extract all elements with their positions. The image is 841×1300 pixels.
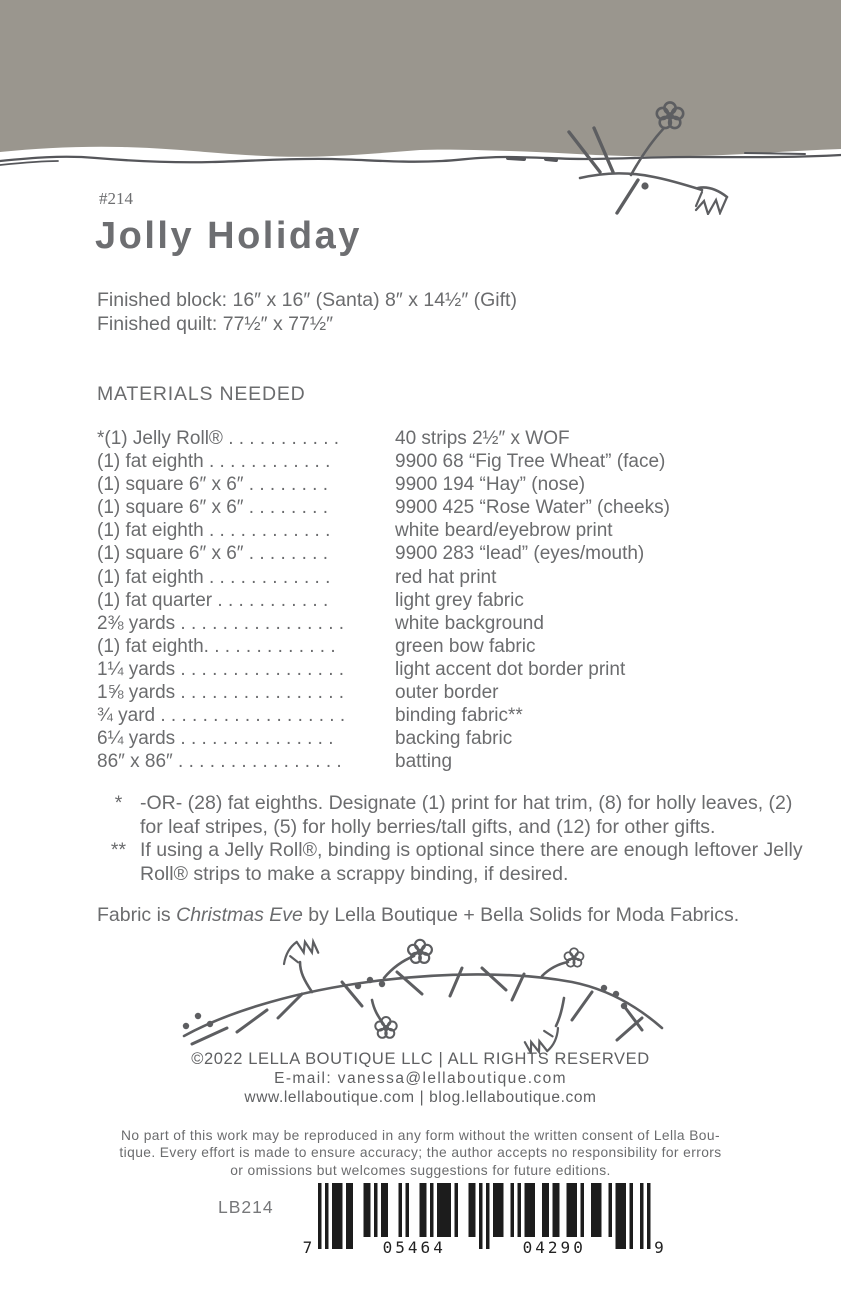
floral-vine-divider-icon [172, 936, 672, 1054]
page-title: Jolly Holiday [95, 215, 362, 257]
materials-row [97, 496, 787, 519]
website-line: www.lellaboutique.com | blog.lellaboutique.com [244, 1089, 597, 1106]
pattern-number: #214 [99, 189, 133, 208]
material-qty: 1⅝ yards . . . . . . . . . . . . . . . . [97, 682, 345, 704]
gray-band-shape [0, 0, 841, 157]
material-desc: 9900 68 “Fig Tree Wheat” (face) [395, 451, 666, 473]
fabric-attribution [97, 904, 739, 927]
material-qty: (1) square 6″ x 6″ . . . . . . . . [97, 474, 328, 496]
svg-text:7: 7 [302, 1238, 316, 1257]
materials-row [97, 450, 787, 473]
materials-row [97, 681, 787, 704]
legal-line: tique. Every effort is made to ensure accuracy; the author accepts no responsibility for errors [119, 1145, 722, 1161]
material-qty: *(1) Jelly Roll® . . . . . . . . . . . [97, 428, 340, 449]
material-qty: (1) fat eighth . . . . . . . . . . . . [97, 520, 331, 542]
material-desc: binding fabric** [395, 705, 523, 727]
materials-row [97, 473, 787, 496]
finished-dimensions [97, 289, 517, 336]
svg-text:05464: 05464 [382, 1238, 446, 1257]
legal-line: or omissions but welcomes suggestions for future editions. [230, 1162, 611, 1178]
material-qty: 86″ x 86″ . . . . . . . . . . . . . . . . [97, 751, 342, 773]
materials-row [97, 727, 787, 750]
material-desc: 9900 194 “Hay” (nose) [395, 474, 586, 496]
material-desc: batting [395, 751, 453, 773]
material-qty: 6¼ yards . . . . . . . . . . . . . . . [97, 728, 334, 750]
footnote-marker: * [114, 792, 123, 814]
material-desc: white background [395, 612, 544, 634]
upc-barcode [300, 1183, 672, 1261]
colophon [0, 1049, 841, 1107]
materials-row [97, 519, 787, 542]
materials-row [97, 612, 787, 635]
material-qty: (1) fat eighth . . . . . . . . . . . . [97, 451, 331, 473]
material-desc: 40 strips 2½″ x WOF [395, 428, 570, 449]
material-qty: 2⅜ yards . . . . . . . . . . . . . . . . [97, 612, 345, 634]
header-band [0, 0, 841, 215]
material-qty: (1) square 6″ x 6″ . . . . . . . . [97, 543, 328, 565]
materials-row [97, 750, 787, 773]
material-desc: backing fabric [395, 728, 513, 750]
fabric-note-suffix: by Lella Boutique + Bella Solids for Moda Fabrics. [302, 904, 740, 926]
materials-row [97, 635, 787, 658]
footnote-marker: ** [110, 839, 127, 862]
materials-heading: MATERIALS NEEDED [97, 383, 306, 405]
copyright-line: ©2022 LELLA BOUTIQUE LLC | ALL RIGHTS RESERVED [191, 1050, 650, 1068]
finished-block-line: Finished block: 16″ x 16″ (Santa) 8″ x 14½″ (Gift) [97, 289, 517, 311]
material-desc: 9900 425 “Rose Water” (cheeks) [395, 497, 670, 519]
material-desc: white beard/eyebrow print [395, 520, 613, 542]
legal-disclaimer [0, 1127, 841, 1179]
material-qty: (1) square 6″ x 6″ . . . . . . . . [97, 497, 328, 519]
material-qty: (1) fat quarter . . . . . . . . . . . [97, 589, 329, 611]
material-desc: green bow fabric [395, 635, 536, 657]
material-qty: (1) fat eighth. . . . . . . . . . . . . [97, 635, 336, 657]
materials-row [97, 589, 787, 612]
footnote-single-asterisk [97, 792, 809, 839]
fabric-note-prefix: Fabric is [97, 904, 177, 926]
pattern-code: LB214 [218, 1197, 274, 1217]
footnote-double-asterisk [97, 839, 809, 886]
material-desc: red hat print [395, 566, 497, 588]
material-qty: 1¼ yards . . . . . . . . . . . . . . . . [97, 658, 345, 680]
tulip-bloom-icon [696, 187, 727, 214]
materials-row [97, 566, 787, 589]
legal-line: No part of this work may be reproduced in any form without the written consent of Lella Bou- [121, 1128, 720, 1143]
materials-row [97, 704, 787, 727]
materials-row [97, 542, 787, 565]
material-desc: outer border [395, 682, 499, 704]
footnote-text: If using a Jelly Roll®, binding is optional since there are enough leftover Jelly Roll® strips to make a scrappy binding, if desired. [140, 839, 803, 885]
material-qty: ¾ yard . . . . . . . . . . . . . . . . . . [97, 705, 346, 727]
material-qty: (1) fat eighth . . . . . . . . . . . . [97, 566, 331, 588]
material-desc: 9900 283 “lead” (eyes/mouth) [395, 543, 645, 565]
materials-row [97, 658, 787, 681]
fabric-collection-name: Christmas Eve [176, 904, 303, 926]
finished-quilt-line: Finished quilt: 77½″ x 77½″ [97, 312, 334, 335]
material-desc: light grey fabric [395, 589, 524, 611]
footnote-text: -OR- (28) fat eighths. Designate (1) print for hat trim, (8) for holly leaves, (2) for leaf stripes, (5) for holly berries/tall gifts, and (12) for other gifts. [140, 792, 793, 838]
svg-text:9: 9 [654, 1238, 667, 1257]
materials-list [97, 427, 787, 773]
materials-row [97, 427, 787, 450]
email-line: E-mail: vanessa@lellaboutique.com [274, 1070, 567, 1087]
svg-text:04290: 04290 [522, 1238, 586, 1257]
footnotes [97, 792, 809, 886]
material-desc: light accent dot border print [395, 658, 626, 680]
